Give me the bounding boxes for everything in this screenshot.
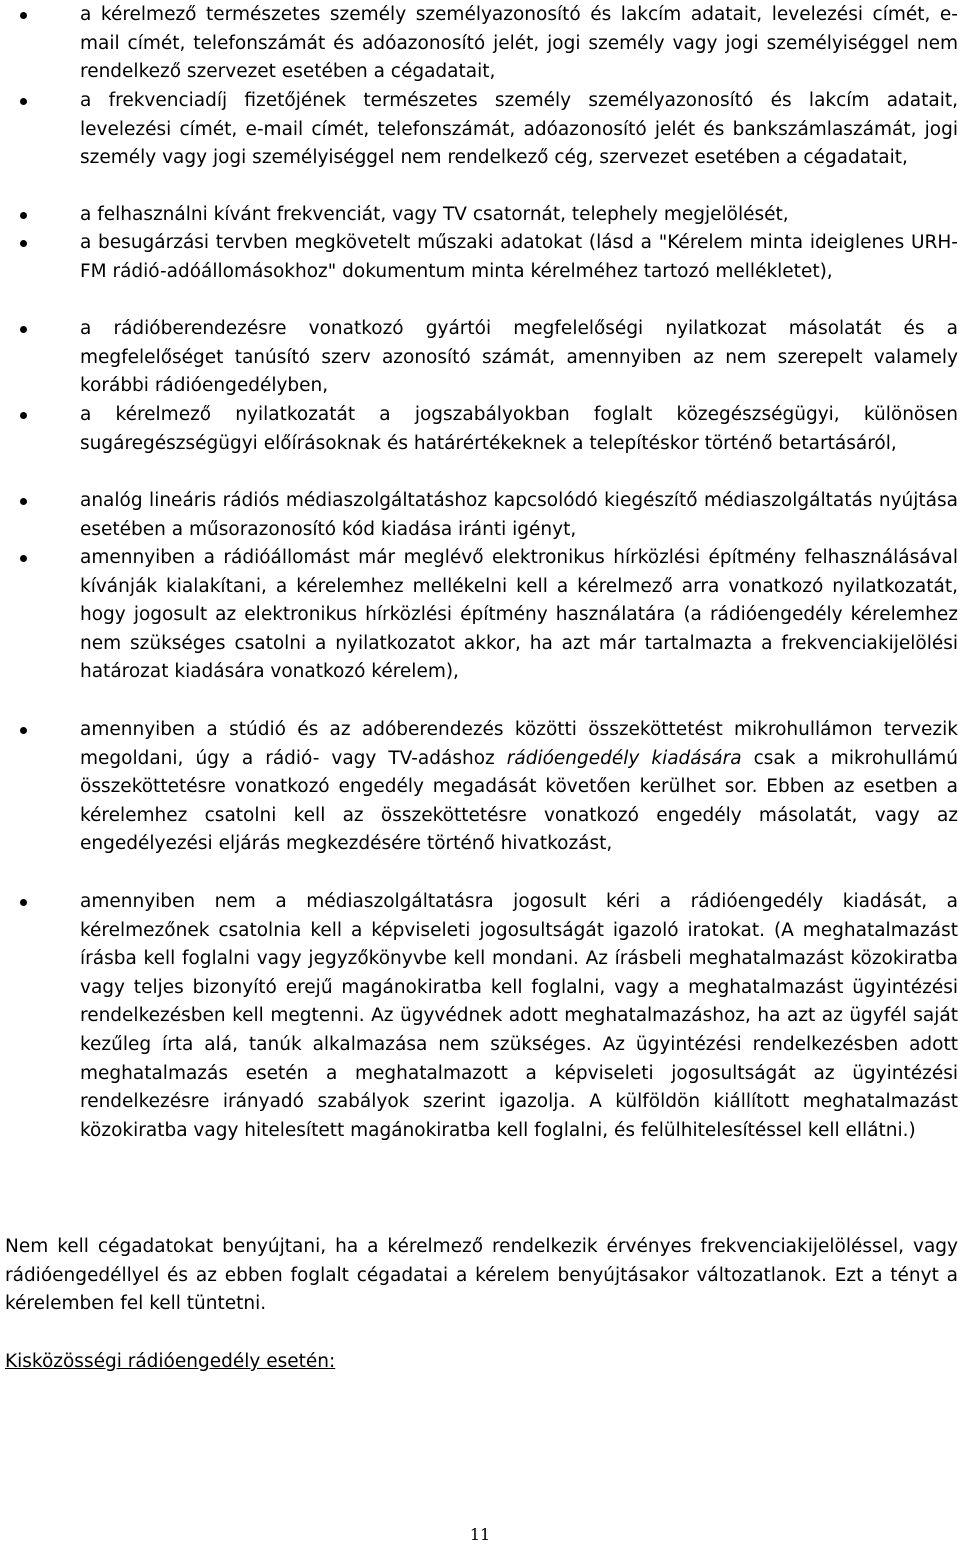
list-item [0,1,958,87]
list-item-text: a besugárzási tervben megkövetelt műszaki adatokat (lásd a "Kérelem minta ideiglenes URH-FM rádió-adóállomásokhoz" dokumentum minta kérelméhez tartozó mellékletet), [80,232,958,282]
list-item [0,401,958,458]
list-item [0,544,958,687]
list-item-text: analóg lineáris rádiós médiaszolgáltatáshoz kapcsolódó kiegészítő médiaszolgáltatás nyújtása esetében a műsorazonosító kód kiadása iránti igényt, [80,490,958,540]
bullet-icon [20,498,27,505]
list-item-text: amennyiben nem a médiaszolgáltatásra jogosult kéri a rádióengedély kiadását, a kérelmezőnek csatolnia kell a képviseleti jogosultságát igazoló iratokat. (A meghatalmazást írásba kell foglalni vagy jegyzőkönyvbe kell mondani. Az írásbeli meghatalmazást közokiratba vagy teljes bizonyító erejű magánokiratba kell foglalni, vagy a meghatalmazást ügyintézési rendelkezésben kell megtenni. Az ügyvédnek adott meghatalmazáshoz, ha azt az ügyfél saját kezűleg írta alá, tanúk alkalmazása nem szükséges. Az ügyintézési rendelkezésben adott meghatalmazás esetén a meghatalmazott a képviseleti jogosultságát az ügyintézési rendelkezésre irányadó szabályok szerint igazolja. A külföldön kiállított meghatalmazást közokiratba vagy hitelesített magánokiratba kell foglalni, és felülhitelesítéssel kell ellátni.) [80,891,958,1141]
bullet-icon [20,240,27,247]
list-item-italic-text: rádióengedély kiadására [506,747,742,769]
bullet-icon [20,212,27,219]
bullet-icon [20,899,27,906]
list-item-text: a felhasználni kívánt frekvenciát, vagy TV csatornát, telephely megjelölését, [80,204,789,225]
bullet-icon [20,98,27,105]
bullet-icon [20,727,27,734]
list-item [0,315,958,401]
list-item [0,487,958,544]
list-item-text: amennyiben a rádióállomást már meglévő elektronikus hírközlési építmény felhasználásával kívánják kialakítani, a kérelemhez mellékelni kell a kérelmező arra vonatkozó nyilatkozatát, hogy jogosult az elektronikus hírközlési építmény használatára (a rádióengedély kérelemhez nem szükséges csatolni a nyilatkozatot akkor, ha azt már tartalmazta a frekvenciakijelölési határozat kiadására vonatkozó kérelem), [80,547,958,683]
list-item [0,229,958,286]
page-number: 11 [469,1525,491,1544]
list-item-text [80,716,958,859]
list-item-text: a kérelmező természetes személy személyazonosító és lakcím adatait, levelezési címét, e-mail címét, telefonszámát és adóazonosító jelét, jogi személy vagy jogi személyiséggel nem rendelkező szervezet esetében a cégadatait, [80,4,958,83]
list-item-text-part: csak a mikrohullámú összeköttetésre vonatkozó engedély megadását követően kerülhet sor. Ebben az esetben a kérelemhez csatolni kell az összeköttetésre vonatkozó engedély másolatát, vagy az engedélyezési eljárás megkezdésére történő hivatkozást, [80,747,959,855]
section-heading: Kisközösségi rádióengedély esetén: [5,1351,336,1372]
bullet-icon [20,12,27,19]
list-item [0,716,958,859]
list-item-text-part: amennyiben a stúdió és az adóberendezés közötti összeköttetést mikrohullámon tervezik megoldani, úgy a rádió- vagy TV-adáshoz [80,719,958,769]
list-item [0,201,958,230]
bullet-icon [20,412,27,419]
list-item [0,888,958,1145]
body-paragraph: Nem kell cégadatokat benyújtani, ha a kérelmező rendelkezik érvényes frekvenciakijelöléssel, vagy rádióengedéllyel és az ebben foglalt cégadatai a kérelem benyújtásakor változatlanok. Ezt a tényt a kérelemben fel kell tüntetni. [5,1236,958,1315]
list-item-text: a frekvenciadíj fizetőjének természetes személy személyazonosító és lakcím adatait, levelezési címét, e-mail címét, telefonszámát, adóazonosító jelét és bankszámlaszámát, jogi személy vagy jogi személyiséggel nem rendelkező cég, szervezet esetében a cégadatait, [80,90,958,169]
bullet-icon [20,555,27,562]
list-item [0,87,958,173]
list-item-text: a kérelmező nyilatkozatát a jogszabályokban foglalt közegészségügyi, különösen sugáregészségügyi előírásoknak és határértékeknek a telepítéskor történő betartásáról, [80,404,958,454]
bullet-icon [20,326,27,333]
list-item-text: a rádióberendezésre vonatkozó gyártói megfelelőségi nyilatkozat másolatát és a megfelelőséget tanúsító szerv azonosító számát, amennyiben az nem szerepelt valamely korábbi rádióengedélyben, [80,318,958,397]
